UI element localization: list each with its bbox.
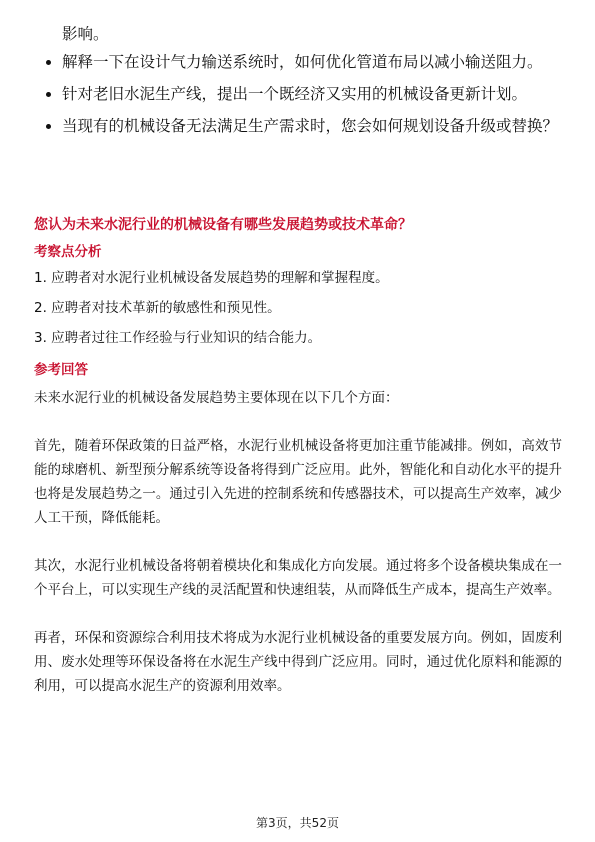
answer-intro: 未来水泥行业的机械设备发展趋势主要体现在以下几个方面： [34,390,399,406]
bullet-item [44,50,564,75]
bullet-text: 影响。 [62,25,109,43]
analysis-item: 2. 应聘者对技术革新的敏感性和预见性。 [34,300,281,316]
qa-section [34,214,562,698]
bullet-text: 解释一下在设计气力输送系统时，如何优化管道布局以减小输送阻力。 [62,53,543,71]
bullet-text: 当现有的机械设备无法满足生产需求时，您会如何规划设备升级或替换？ [62,117,559,135]
page-number: 第3页，共52页 [256,816,339,830]
question-bullet-list [44,22,564,146]
bullet-text: 针对老旧水泥生产线，提出一个既经济又实用的机械设备更新计划。 [62,85,528,103]
answer-paragraph: 其次，水泥行业机械设备将朝着模块化和集成化方向发展。通过将多个设备模块集成在一个平台上，可以实现生产线的灵活配置和快速组装，从而降低生产成本，提高生产效率。 [34,558,562,598]
analysis-title: 考察点分析 [34,244,102,260]
bullet-dot-icon [46,124,51,129]
analysis-item: 1. 应聘者对水泥行业机械设备发展趋势的理解和掌握程度。 [34,270,389,286]
analysis-list [34,268,562,348]
answer-title: 参考回答 [34,362,88,378]
bullet-item-continuation [44,22,564,47]
answer-paragraph: 首先，随着环保政策的日益严格，水泥行业机械设备将更加注重节能减排。例如，高效节能的球磨机、新型预分解系统等设备将得到广泛应用。此外，智能化和自动化水平的提升也将是发展趋势之一。通过引入先进的控制系统和传感器技术，可以提高生产效率，减少人工干预，降低能耗。 [34,438,562,526]
bullet-item [44,82,564,107]
bullet-dot-icon [46,60,51,65]
bullet-dot-icon [46,92,51,97]
answer-paragraph: 再者，环保和资源综合利用技术将成为水泥行业机械设备的重要发展方向。例如，固废利用、废水处理等环保设备将在水泥生产线中得到广泛应用。同时，通过优化原料和能源的利用，可以提高水泥生产的资源利用效率。 [34,630,562,694]
analysis-item: 3. 应聘者过往工作经验与行业知识的结合能力。 [34,330,322,346]
bullet-item [44,114,564,139]
question-heading: 您认为未来水泥行业的机械设备有哪些发展趋势或技术革命？ [34,217,412,233]
